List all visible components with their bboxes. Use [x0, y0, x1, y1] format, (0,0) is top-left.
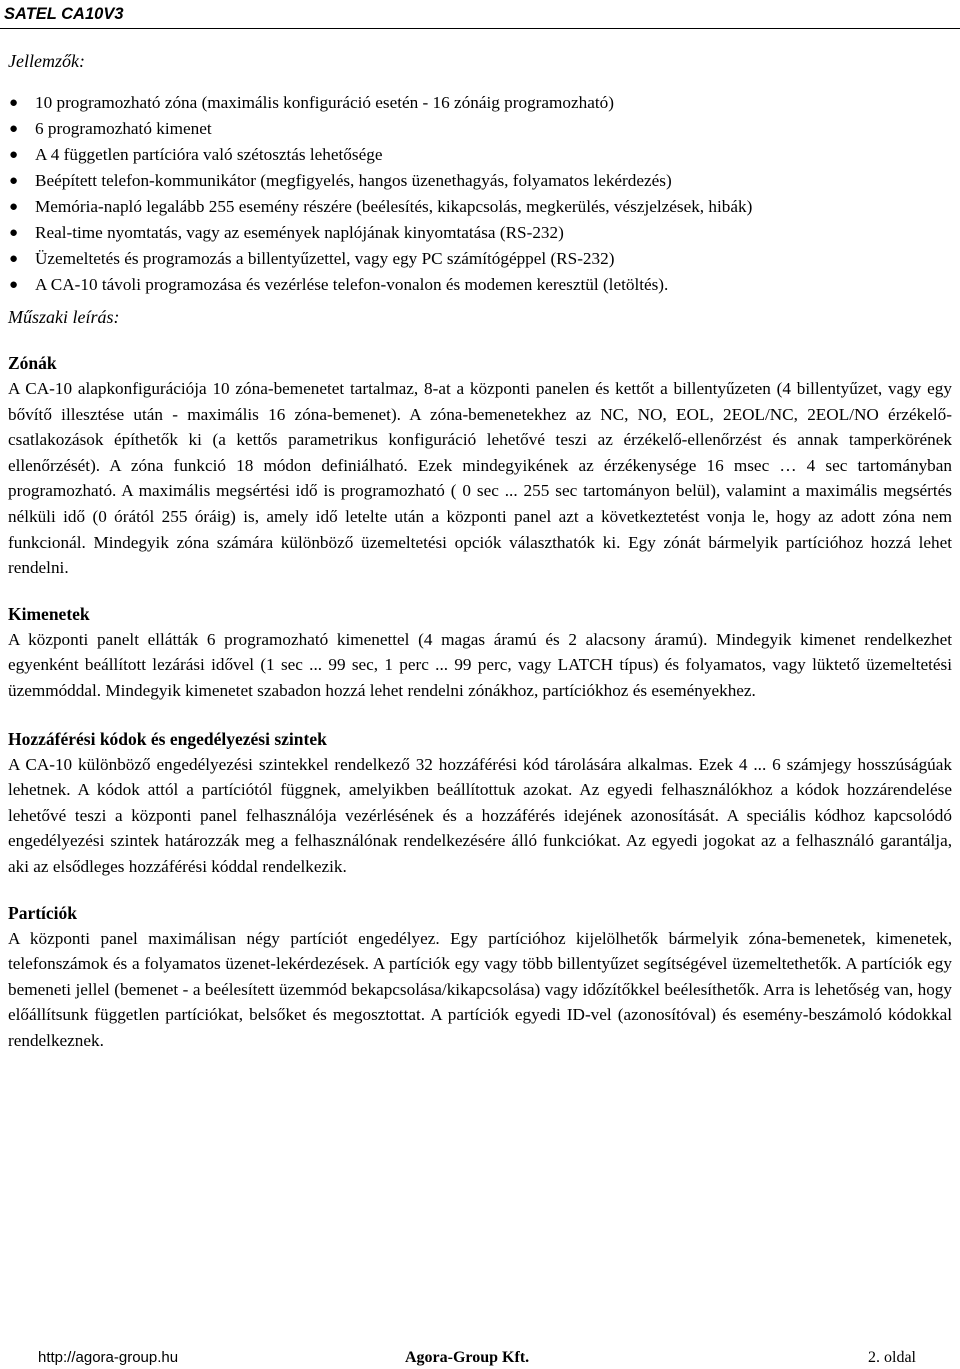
section-text: A központi panelt ellátták 6 programozható kimenettel (4 magas áramú és 2 alacsony áramú). Mindegyik kimenet rendelkezhet egyenként beállított lezárási idővel (1 sec ... 99 sec, 1 perc ... 99 perc, vagy LATCH típus) és folyamatos, vagy lüktető üzemeltetési üzemmóddal. Mindegyik kimenetet szabadon hozzá lehet rendelni zónákhoz, partíciókhoz és eseményekhez. — [8, 629, 952, 700]
list-item: ● A CA-10 távoli programozása és vezérlése telefon-vonalon és modemen keresztül (letöltés). — [8, 272, 952, 298]
bullet-icon: ● — [9, 251, 19, 267]
list-item: ● 10 programozható zóna (maximális konfiguráció esetén - 16 zónáig programozható) — [8, 90, 952, 116]
section-text: A CA-10 különböző engedélyezési szintekkel rendelkező 32 hozzáférési kód tárolására alkalmas. Ezek 4 ... 6 számjegy hosszúságúak lehetnek. A kódok attól a partíciótól függnek, amelyikben beállítottuk azokat. Az egyedi felhasználókhoz a kódok hozzárendelése lehetővé teszi a központi panel felhasználója vezérlésének és a hozzáférés idejének azonosítását. A speciális kódhoz kapcsolódó engedélyezési szintek határozzák meg a felhasználónak rendelkezésére álló funkciókat. Az egyedi jogokat az a felhasználó garantálja, aki az elsődleges hozzáférési kóddal rendelkezik. — [8, 754, 952, 876]
bullet-icon: ● — [9, 121, 19, 137]
bullet-icon: ● — [9, 95, 19, 111]
section-title: Kimenetek — [8, 603, 90, 624]
section-text: A CA-10 alapkonfigurációja 10 zóna-bemenetet tartalmaz, 8-at a központi panelen és kettőt a billentyűzeten (4 billentyűzet, vagy egy bővítő illesztése után - maximális 16 zóna-bemenet). A zóna-bemenetekhez az NC, NO, EOL, 2EOL/NC, 2EOL/NO érzékelő-csatlakozások építhetők ki (a kettős parametrikus konfiguráció lehetővé teszi az érzékelő-ellenőrzést és annak tamperkörének ellenőrzését). A zóna funkció 18 módon definiálható. Ezek mindegyikének az érzékenysége 16 msec … 4 sec tartományban programozható. A maximális megsértési idő is programozható ( 0 sec ... 255 sec tartományon belül), valamint a maximális megsértés nélküli idő (0 órától 255 óráig) is, amely idő letelte után a központi panel azt a következtetést vonja le, hogy az adott zóna nem funkcionál. Mindegyik zóna számára különböző üzemeltetési opciók választhatók ki. Egy zónát bármelyik partícióhoz hozzá lehet rendelni. — [8, 379, 952, 578]
footer-page-number: 2. oldal — [868, 1349, 916, 1366]
footer-url[interactable]: http://agora-group.hu — [38, 1349, 179, 1366]
list-item: ● Memória-napló legalább 255 esemény részére (beélesítés, kikapcsolás, megkerülés, vészjelzések, hibák) — [8, 194, 952, 220]
bullet-icon: ● — [9, 277, 19, 293]
section-outputs — [8, 601, 952, 704]
footer-company: Agora-Group Kft. — [405, 1349, 530, 1366]
features-list — [8, 90, 952, 298]
bullet-icon: ● — [9, 225, 19, 241]
section-partitions — [8, 900, 952, 1054]
section-title: Zónák — [8, 353, 57, 373]
document-body — [8, 46, 952, 1053]
list-item: ● 6 programozható kimenet — [8, 116, 952, 142]
bullet-icon: ● — [9, 173, 19, 189]
bullet-icon: ● — [9, 199, 19, 215]
technical-heading: Műszaki leírás: — [8, 307, 120, 327]
list-item: ● Real-time nyomtatás, vagy az események naplójának kinyomtatása (RS-232) — [8, 220, 952, 246]
page-header-title: SATEL CA10V3 — [4, 5, 124, 23]
section-title: Partíciók — [8, 902, 78, 923]
bullet-icon: ● — [9, 147, 19, 163]
section-zones — [8, 350, 952, 581]
header-divider — [0, 28, 960, 29]
list-item: ● Üzemeltetés és programozás a billentyűzettel, vagy egy PC számítógéppel (RS-232) — [8, 246, 952, 272]
section-access-codes — [8, 726, 952, 880]
list-item: ● A 4 független partícióra való szétosztás lehetősége — [8, 142, 952, 168]
list-item: ● Beépített telefon-kommunikátor (megfigyelés, hangos üzenethagyás, folyamatos lekérdezés) — [8, 168, 952, 194]
section-text: A központi panel maximálisan négy partíciót engedélyez. Egy partícióhoz kijelölhetők bármelyik zóna-bemenetek, kimenetek, telefonszámok és a folyamatos üzenet-lekérdezések. A partíciók egy vagy több billentyűzet segítségével üzemeltethetők. A partíciók egy bemeneti jellel (bemenet - a beélesített üzemmód bekapcsolása/kikapcsolása) vagy időzítőkkel beélesíthetők. Arra is lehetőség van, hogy előállítsunk független partíciókat, belsőket és megosztottat. A partíciók egyedi ID-vel (azonosítóval) és esemény-beszámoló kódokkal rendelkeznek. — [8, 928, 952, 1050]
section-title: Hozzáférési kódok és engedélyezési szintek — [8, 728, 327, 749]
features-heading: Jellemzők: — [8, 51, 85, 71]
